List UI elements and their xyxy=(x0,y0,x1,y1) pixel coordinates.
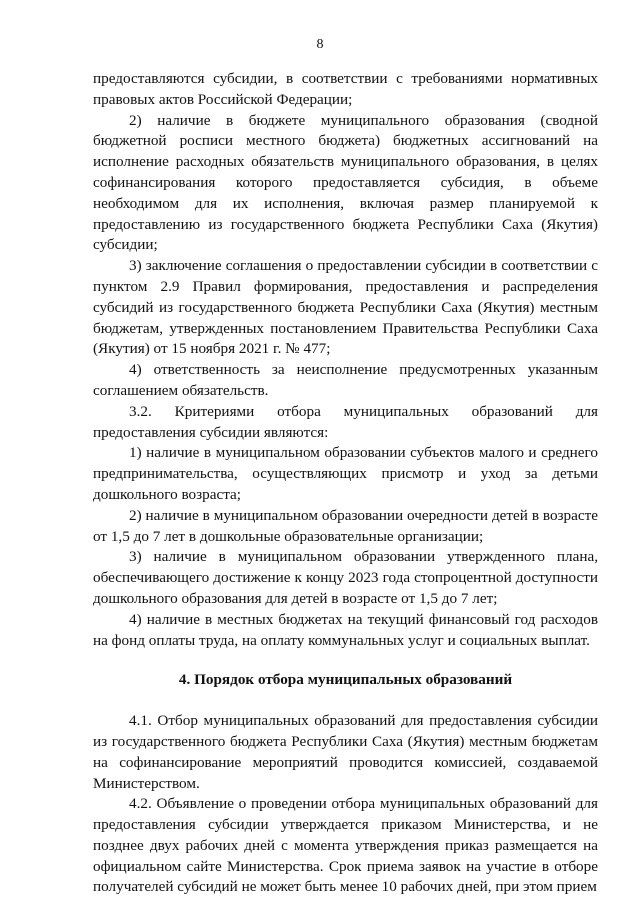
page-number: 8 xyxy=(316,37,324,52)
paragraph: предоставляются субсидии, в соответствии с требованиями нормативных xyxy=(93,70,598,87)
section-heading: 4. Порядок отбора муниципальных образований xyxy=(178,671,513,689)
paragraph: 3.2. Критериями отбора муниципальных образований для предоставления субсидии являются: xyxy=(93,402,598,441)
paragraph: 3) заключение соглашения о предоставлении субсидии в соответствии с пунктом 2.9 Правил формирования, предоставления и распределения субсидий из государственного бюджета Республики Саха (Якутия) местным бюджетам, утвержденных постановлением Правительства Республики Саха (Якутия) от 15 ноября 2021 г. № 477; xyxy=(93,257,598,358)
paragraph: 2) наличие в муниципальном образовании очередности детей в возрасте от 1,5 до 7 лет в дошкольные образовательные организации; xyxy=(93,506,598,545)
paragraph: 4) ответственность за неисполнение предусмотренных указанным соглашением обязательств. xyxy=(93,361,598,399)
paragraph: 1) наличие в муниципальном образовании субъектов малого и среднего предпринимательства, осуществляющих присмотр и уход за детьми дошкольного возраста; xyxy=(93,444,598,503)
paragraph: 4.2. Объявление о проведении отбора муниципальных образований для предоставления субсидии утверждается приказом Министерства, и не позднее двух рабочих дней с момента утверждения приказ размещается на официальном сайте Министерства. Срок приема заявок на участие в отборе получателей субсидий не может быть менее 10 рабочих дней, при этом прием xyxy=(93,795,598,896)
paragraph: 4.1. Отбор муниципальных образований для предоставления субсидии из государственного бюджета Республики Саха (Якутия) местным бюджетам на софинансирование мероприятий проводится комиссией, создаваемой Министерством. xyxy=(93,712,598,792)
document-body xyxy=(93,69,598,898)
paragraph: 4) наличие в местных бюджетах на текущий финансовый год расходов на фонд оплаты труда, на оплату коммунальных услуг и социальных выплат. xyxy=(93,610,598,649)
paragraph: правовых актов Российской Федерации; xyxy=(93,90,353,108)
paragraph: 2) наличие в бюджете муниципального образования (сводной бюджетной росписи местного бюджета) бюджетных ассигнований на исполнение расходных обязательств муниципального образования, в целях софинансирования которого предоставляется субсидия, в объеме необходимом для их исполнения, включая размер планируемой к предоставлению из государственного бюджета Республики Саха (Якутия) субсидии; xyxy=(93,111,598,254)
paragraph: 3) наличие в муниципальном образовании утвержденного плана, обеспечивающего достижение к концу 2023 года стопроцентной доступности дошкольного образования для детей в возрасте от 1,5 до 7 лет; xyxy=(93,548,598,607)
